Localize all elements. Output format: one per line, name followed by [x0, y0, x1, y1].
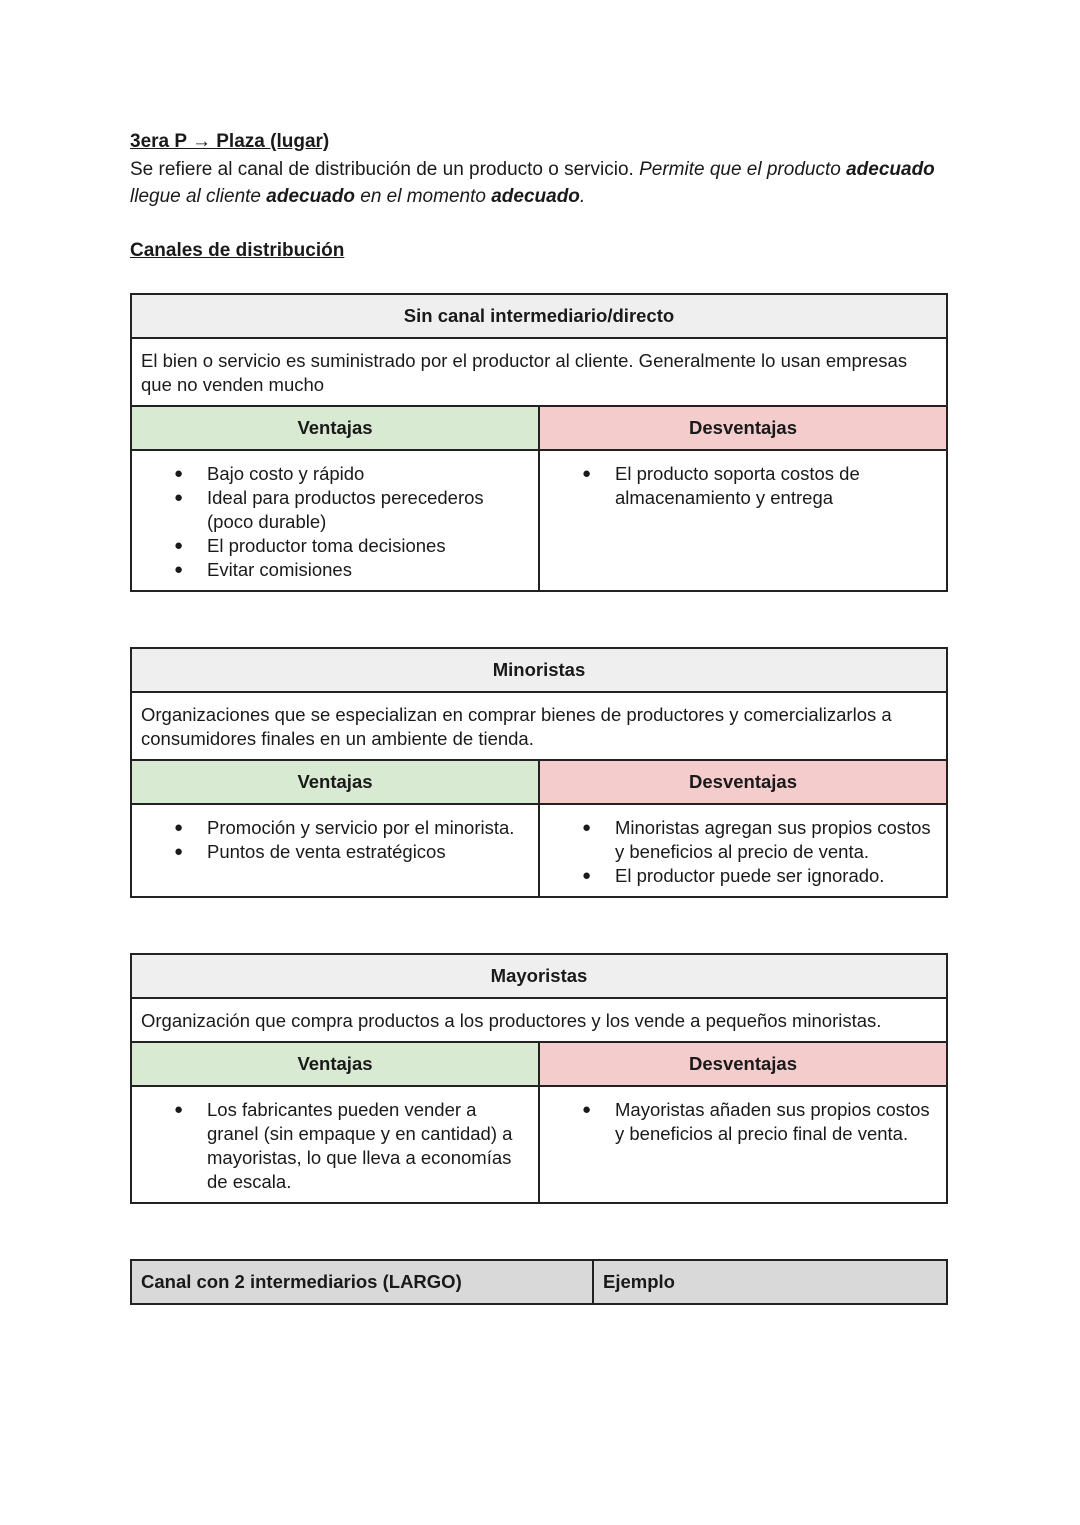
table-description: El bien o servicio es suministrado por el productor al cliente. Generalmente lo usan empresas que no venden mucho: [131, 338, 947, 406]
disadvantages-list: [549, 805, 937, 896]
disadvantages-header: Desventajas: [539, 1042, 947, 1086]
table-title: Minoristas: [131, 648, 947, 692]
disadvantages-header: Desventajas: [539, 406, 947, 450]
disadvantages-list: [549, 1087, 937, 1154]
long-channel-label: Canal con 2 intermediarios (LARGO): [131, 1260, 593, 1304]
intro-bold: adecuado: [846, 159, 935, 180]
intro-text: Se refiere al canal de distribución de un producto o servicio.: [130, 159, 640, 180]
intro-end: .: [579, 186, 586, 207]
list-item: ● El productor puede ser ignorado.: [615, 864, 937, 888]
intro-bold: adecuado: [266, 186, 355, 207]
list-item: ● El productor toma decisiones: [207, 534, 529, 558]
disadvantages-list: [549, 451, 937, 518]
intro-italic: Permite que el producto: [639, 159, 847, 180]
intro-italic: llegue al cliente: [130, 186, 267, 207]
disadvantages-cell: [539, 1086, 947, 1203]
document-page: [130, 128, 948, 1305]
channel-table-long: [130, 1259, 948, 1305]
advantages-list: [141, 805, 529, 872]
table-description: Organizaciones que se especializan en comprar bienes de productores y comercializarlos a consumidores finales en un ambiente de tienda.: [131, 692, 947, 760]
table-title: Sin canal intermediario/directo: [131, 294, 947, 338]
advantages-header: Ventajas: [131, 406, 539, 450]
intro-paragraph: [130, 156, 948, 210]
channel-table-direct: [130, 293, 948, 592]
intro-bold: adecuado: [491, 186, 580, 207]
list-item: ● Bajo costo y rápido: [207, 462, 529, 486]
table-title: Mayoristas: [131, 954, 947, 998]
list-item: ● Evitar comisiones: [207, 558, 529, 582]
list-item: ● Puntos de venta estratégicos: [207, 840, 529, 864]
disadvantages-cell: [539, 804, 947, 897]
example-label: Ejemplo: [593, 1260, 947, 1304]
advantages-cell: [131, 1086, 539, 1203]
advantages-list: [141, 1087, 529, 1202]
advantages-header: Ventajas: [131, 1042, 539, 1086]
table-description: Organización que compra productos a los productores y los vende a pequeños minoristas.: [131, 998, 947, 1042]
intro-italic: en el momento: [354, 186, 492, 207]
list-item: ● Los fabricantes pueden vender a granel (sin empaque y en cantidad) a mayoristas, lo que lleva a economías de escala.: [207, 1098, 529, 1194]
advantages-cell: [131, 450, 539, 591]
section-heading: 3era P → Plaza (lugar): [130, 131, 330, 152]
advantages-cell: [131, 804, 539, 897]
list-item: ● Promoción y servicio por el minorista.: [207, 816, 529, 840]
list-item: ● Ideal para productos perecederos (poco durable): [207, 486, 529, 534]
section-title: Canales de distribución: [130, 240, 345, 261]
channel-table-wholesalers: [130, 953, 948, 1204]
advantages-list: [141, 451, 529, 590]
channel-table-retailers: [130, 647, 948, 898]
list-item: ● Mayoristas añaden sus propios costos y beneficios al precio final de venta.: [615, 1098, 937, 1146]
list-item: ● El producto soporta costos de almacenamiento y entrega: [615, 462, 937, 510]
disadvantages-cell: [539, 450, 947, 591]
advantages-header: Ventajas: [131, 760, 539, 804]
list-item: ● Minoristas agregan sus propios costos y beneficios al precio de venta.: [615, 816, 937, 864]
disadvantages-header: Desventajas: [539, 760, 947, 804]
